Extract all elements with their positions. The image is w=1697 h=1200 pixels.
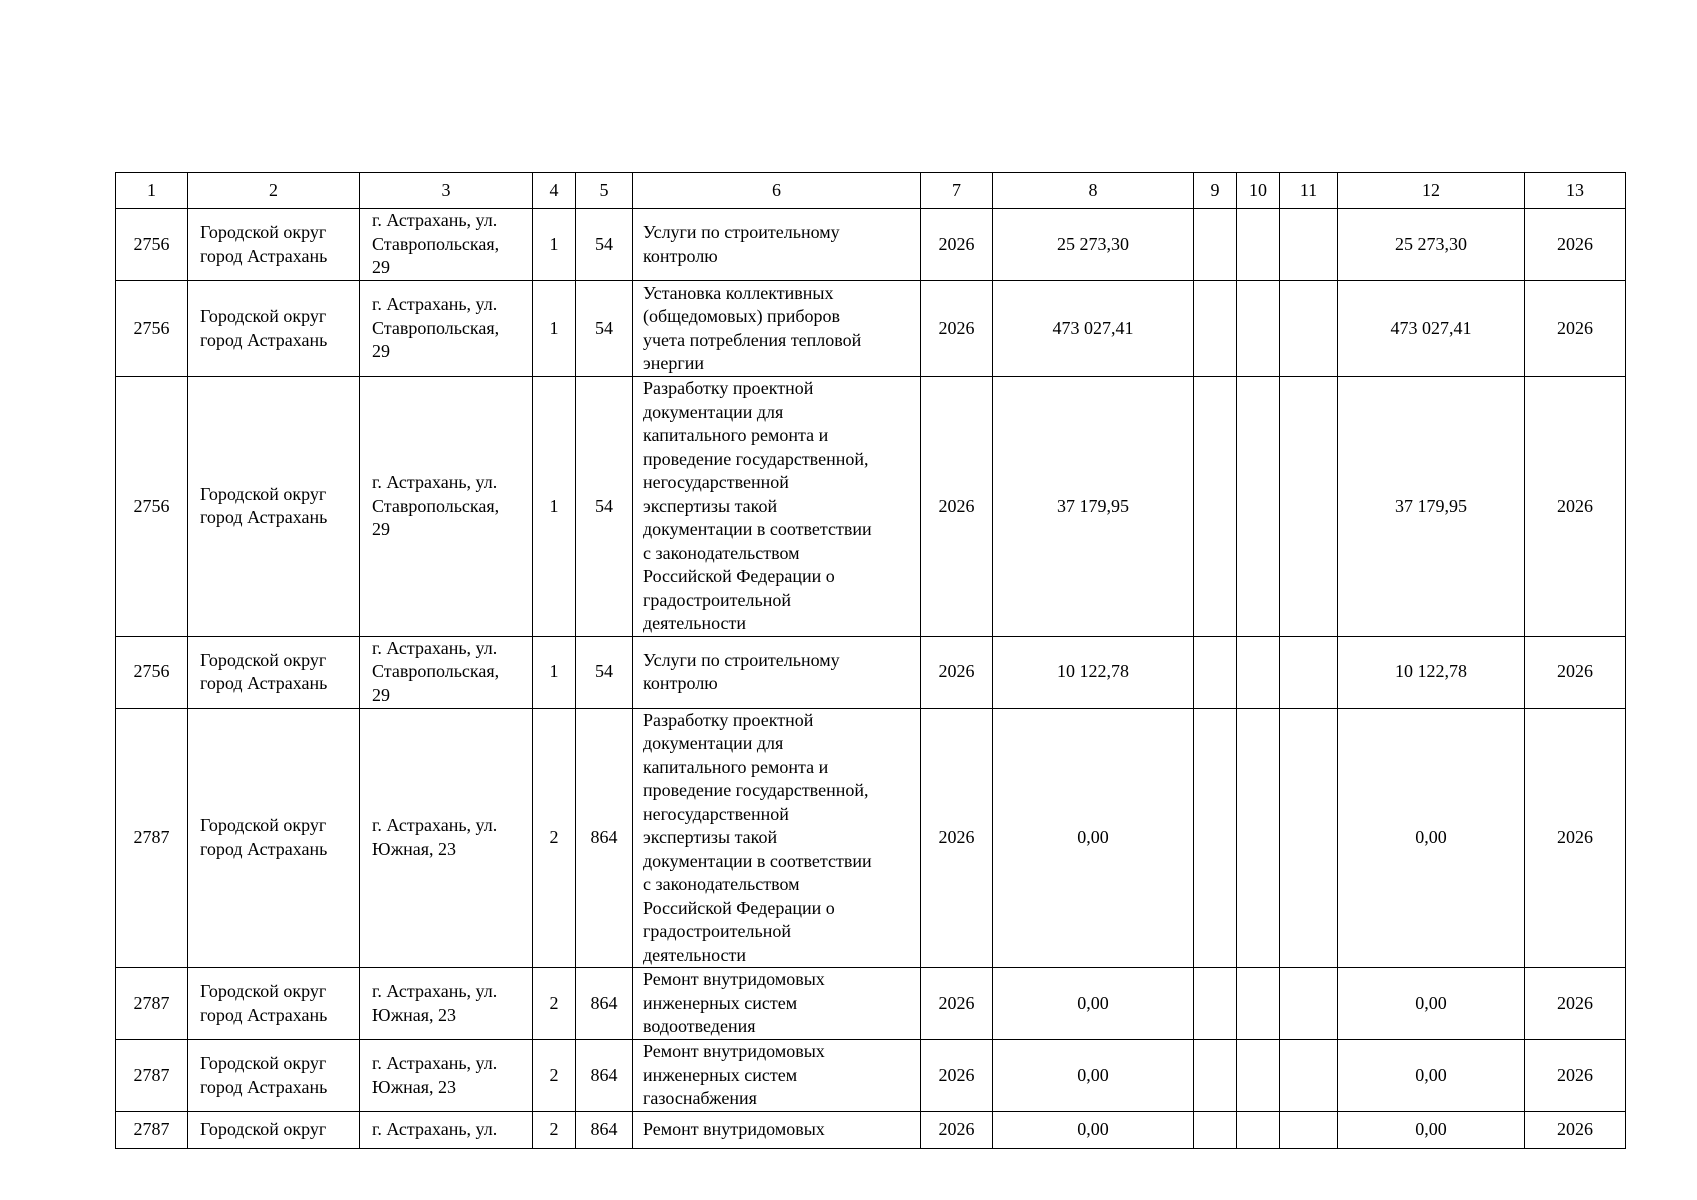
cell-text: г. Астрахань, ул.: [372, 1119, 498, 1140]
work-type-cell: [633, 708, 921, 968]
completion-year-cell: [1525, 968, 1626, 1040]
municipality-cell: [188, 968, 360, 1040]
work-type-cell: [633, 968, 921, 1040]
cell-text: 2026: [1557, 661, 1593, 682]
column-11-cell: [1280, 209, 1338, 281]
amount-cell: [993, 968, 1194, 1040]
completion-year-cell: [1525, 1040, 1626, 1112]
cell-text: 54: [595, 233, 613, 254]
cell-text: 25 273,30: [1395, 233, 1467, 254]
work-type-cell: [633, 1112, 921, 1149]
cell-text: г. Астрахань, ул. Ставропольская, 29: [372, 294, 500, 362]
cell-text: 473 027,41: [1052, 317, 1134, 338]
cell-text: Ремонт внутридомовых инженерных систем газоснабжения: [643, 1041, 825, 1109]
column-9-cell: [1194, 209, 1237, 281]
row-number-cell: [116, 209, 188, 281]
total-amount-cell: [1338, 1040, 1525, 1112]
header-cell: 7: [921, 173, 993, 209]
column-9-cell: [1194, 636, 1237, 708]
cell-text: г. Астрахань, ул. Ставропольская, 29: [372, 637, 500, 705]
cell-text: 2: [549, 1119, 559, 1140]
cell-text: Услуги по строительному контролю: [643, 222, 840, 266]
cell-text: 37 179,95: [1395, 495, 1467, 516]
total-amount-cell: [1338, 1112, 1525, 1149]
column-9-cell: [1194, 377, 1237, 637]
header-cell: 11: [1280, 173, 1338, 209]
data-table: [115, 172, 1626, 1149]
completion-year-cell: [1525, 636, 1626, 708]
completion-year-cell: [1525, 281, 1626, 377]
cell-text: г. Астрахань, ул. Южная, 23: [372, 815, 498, 859]
address-cell: [360, 1040, 533, 1112]
cell-text: 864: [590, 827, 618, 847]
column-10-cell: [1237, 708, 1280, 968]
cell-text: Городской округ город Астрахань: [200, 981, 328, 1025]
column-5-cell: [576, 636, 633, 708]
cell-text: Разработку проектной документации для капитального ремонта и проведение государственной, негосударственной экспертизы такой документации в соответствии с законодательством Российской Федерации о градостроительной деятельности: [643, 378, 872, 633]
work-type-cell: [633, 1040, 921, 1112]
column-10-cell: [1237, 281, 1280, 377]
column-10-cell: [1237, 209, 1280, 281]
year-cell: [921, 1112, 993, 1149]
cell-text: 2756: [133, 661, 170, 682]
cell-text: Городской округ город Астрахань: [200, 649, 328, 693]
column-9-cell: [1194, 1112, 1237, 1149]
column-10-cell: [1237, 1040, 1280, 1112]
cell-text: Городской округ город Астрахань: [200, 222, 328, 266]
cell-text: 0,00: [1077, 1064, 1109, 1085]
header-cell: 5: [576, 173, 633, 209]
cell-text: 25 273,30: [1057, 233, 1129, 254]
table-row: [116, 636, 1626, 708]
address-cell: [360, 636, 533, 708]
cell-text: 2026: [938, 827, 975, 847]
column-5-cell: [576, 708, 633, 968]
cell-text: 54: [595, 317, 613, 338]
table-row: [116, 1112, 1626, 1149]
cell-text: 0,00: [1077, 1119, 1109, 1140]
table-row: [116, 209, 1626, 281]
header-cell: 13: [1525, 173, 1626, 209]
address-cell: [360, 281, 533, 377]
cell-text: 2026: [1557, 1119, 1593, 1140]
column-10-cell: [1237, 1112, 1280, 1149]
column-11-cell: [1280, 1112, 1338, 1149]
cell-text: г. Астрахань, ул. Ставропольская, 29: [372, 472, 500, 539]
work-type-cell: [633, 377, 921, 637]
cell-text: Установка коллективных (общедомовых) приборов учета потребления тепловой энергии: [643, 282, 862, 373]
column-5-cell: [576, 1112, 633, 1149]
cell-text: 0,00: [1415, 1119, 1447, 1140]
column-11-cell: [1280, 708, 1338, 968]
cell-text: Городской округ город Астрахань: [200, 306, 328, 350]
column-4-cell: [533, 377, 576, 637]
work-type-cell: [633, 209, 921, 281]
amount-cell: [993, 281, 1194, 377]
cell-text: 54: [595, 661, 613, 682]
cell-text: 2756: [133, 495, 170, 516]
table-row: [116, 968, 1626, 1040]
cell-text: 0,00: [1415, 1064, 1447, 1085]
column-4-cell: [533, 708, 576, 968]
address-cell: [360, 377, 533, 637]
table-row: [116, 1040, 1626, 1112]
cell-text: 2026: [1557, 495, 1593, 516]
column-9-cell: [1194, 968, 1237, 1040]
cell-text: 2787: [133, 1119, 170, 1140]
cell-text: 2026: [938, 1119, 975, 1140]
address-cell: [360, 209, 533, 281]
cell-text: 0,00: [1415, 827, 1447, 847]
column-9-cell: [1194, 708, 1237, 968]
completion-year-cell: [1525, 708, 1626, 968]
column-10-cell: [1237, 636, 1280, 708]
total-amount-cell: [1338, 377, 1525, 637]
cell-text: 2: [549, 992, 559, 1013]
completion-year-cell: [1525, 1112, 1626, 1149]
header-cell: 10: [1237, 173, 1280, 209]
municipality-cell: [188, 636, 360, 708]
column-9-cell: [1194, 281, 1237, 377]
cell-text: 1: [549, 233, 559, 254]
address-cell: [360, 708, 533, 968]
year-cell: [921, 968, 993, 1040]
cell-text: 2: [549, 827, 559, 847]
cell-text: 37 179,95: [1057, 495, 1129, 516]
column-5-cell: [576, 281, 633, 377]
column-10-cell: [1237, 377, 1280, 637]
year-cell: [921, 377, 993, 637]
year-cell: [921, 209, 993, 281]
cell-text: 864: [590, 1064, 618, 1085]
cell-text: 864: [590, 992, 618, 1013]
cell-text: 2: [549, 1064, 559, 1085]
cell-text: 0,00: [1077, 827, 1109, 847]
row-number-cell: [116, 708, 188, 968]
cell-text: г. Астрахань, ул. Южная, 23: [372, 981, 498, 1025]
header-cell: 1: [116, 173, 188, 209]
column-5-cell: [576, 377, 633, 637]
municipality-cell: [188, 708, 360, 968]
column-9-cell: [1194, 1040, 1237, 1112]
cell-text: 1: [549, 661, 559, 682]
row-number-cell: [116, 636, 188, 708]
cell-text: 2756: [133, 317, 170, 338]
column-4-cell: [533, 1112, 576, 1149]
column-5-cell: [576, 968, 633, 1040]
year-cell: [921, 1040, 993, 1112]
cell-text: 10 122,78: [1057, 661, 1129, 682]
column-11-cell: [1280, 281, 1338, 377]
amount-cell: [993, 636, 1194, 708]
header-cell: 6: [633, 173, 921, 209]
cell-text: 2026: [1557, 233, 1593, 254]
amount-cell: [993, 1040, 1194, 1112]
municipality-cell: [188, 281, 360, 377]
cell-text: 2787: [133, 992, 170, 1013]
row-number-cell: [116, 1112, 188, 1149]
cell-text: 0,00: [1077, 992, 1109, 1013]
work-type-cell: [633, 281, 921, 377]
cell-text: 2026: [938, 661, 975, 682]
header-cell: 2: [188, 173, 360, 209]
column-11-cell: [1280, 968, 1338, 1040]
column-11-cell: [1280, 1040, 1338, 1112]
header-cell: 4: [533, 173, 576, 209]
amount-cell: [993, 377, 1194, 637]
cell-text: 2026: [1557, 827, 1593, 847]
municipality-cell: [188, 1040, 360, 1112]
cell-text: 473 027,41: [1390, 317, 1472, 338]
row-number-cell: [116, 968, 188, 1040]
cell-text: Городской округ город Астрахань: [200, 815, 328, 859]
header-cell: 8: [993, 173, 1194, 209]
cell-text: 1: [549, 495, 559, 516]
cell-text: 2026: [1557, 992, 1593, 1013]
cell-text: 2026: [938, 1064, 975, 1085]
municipality-cell: [188, 209, 360, 281]
cell-text: г. Астрахань, ул. Ставропольская, 29: [372, 210, 500, 278]
cell-text: 2756: [133, 233, 170, 254]
cell-text: 54: [595, 495, 613, 516]
column-4-cell: [533, 209, 576, 281]
cell-text: Городской округ: [200, 1119, 327, 1140]
cell-text: 2026: [1557, 1064, 1593, 1085]
header-cell: 9: [1194, 173, 1237, 209]
total-amount-cell: [1338, 209, 1525, 281]
total-amount-cell: [1338, 636, 1525, 708]
row-number-cell: [116, 1040, 188, 1112]
year-cell: [921, 708, 993, 968]
column-4-cell: [533, 636, 576, 708]
completion-year-cell: [1525, 377, 1626, 637]
completion-year-cell: [1525, 209, 1626, 281]
table-row: [116, 377, 1626, 637]
cell-text: 2026: [938, 992, 975, 1013]
cell-text: 2026: [1557, 317, 1593, 338]
municipality-cell: [188, 377, 360, 637]
cell-text: 1: [549, 317, 559, 338]
table-row: [116, 281, 1626, 377]
total-amount-cell: [1338, 281, 1525, 377]
year-cell: [921, 281, 993, 377]
cell-text: 2026: [938, 317, 975, 338]
cell-text: 10 122,78: [1395, 661, 1467, 682]
row-number-cell: [116, 281, 188, 377]
cell-text: Ремонт внутридомовых инженерных систем водоотведения: [643, 969, 825, 1037]
table-row: [116, 708, 1626, 968]
column-4-cell: [533, 281, 576, 377]
row-number-cell: [116, 377, 188, 637]
amount-cell: [993, 708, 1194, 968]
address-cell: [360, 1112, 533, 1149]
cell-text: г. Астрахань, ул. Южная, 23: [372, 1053, 498, 1097]
total-amount-cell: [1338, 968, 1525, 1040]
table-header-row: [116, 173, 1626, 209]
header-cell: 12: [1338, 173, 1525, 209]
cell-text: Разработку проектной документации для капитального ремонта и проведение государственной, негосударственной экспертизы такой документации в соответствии с законодательством Российской Федерации о градостроительной деятельности: [643, 709, 872, 965]
column-5-cell: [576, 209, 633, 281]
cell-text: Услуги по строительному контролю: [643, 649, 840, 693]
cell-text: Ремонт внутридомовых: [643, 1119, 825, 1140]
work-type-cell: [633, 636, 921, 708]
municipality-cell: [188, 1112, 360, 1149]
header-cell: 3: [360, 173, 533, 209]
column-4-cell: [533, 1040, 576, 1112]
cell-text: Городской округ город Астрахань: [200, 483, 328, 528]
cell-text: 0,00: [1415, 992, 1447, 1013]
column-11-cell: [1280, 636, 1338, 708]
cell-text: 2026: [938, 495, 975, 516]
amount-cell: [993, 209, 1194, 281]
column-11-cell: [1280, 377, 1338, 637]
column-4-cell: [533, 968, 576, 1040]
cell-text: Городской округ город Астрахань: [200, 1053, 328, 1097]
address-cell: [360, 968, 533, 1040]
amount-cell: [993, 1112, 1194, 1149]
cell-text: 2787: [133, 1064, 170, 1085]
column-10-cell: [1237, 968, 1280, 1040]
cell-text: 2787: [133, 827, 170, 847]
cell-text: 2026: [938, 233, 975, 254]
cell-text: 864: [590, 1119, 618, 1140]
column-5-cell: [576, 1040, 633, 1112]
year-cell: [921, 636, 993, 708]
total-amount-cell: [1338, 708, 1525, 968]
